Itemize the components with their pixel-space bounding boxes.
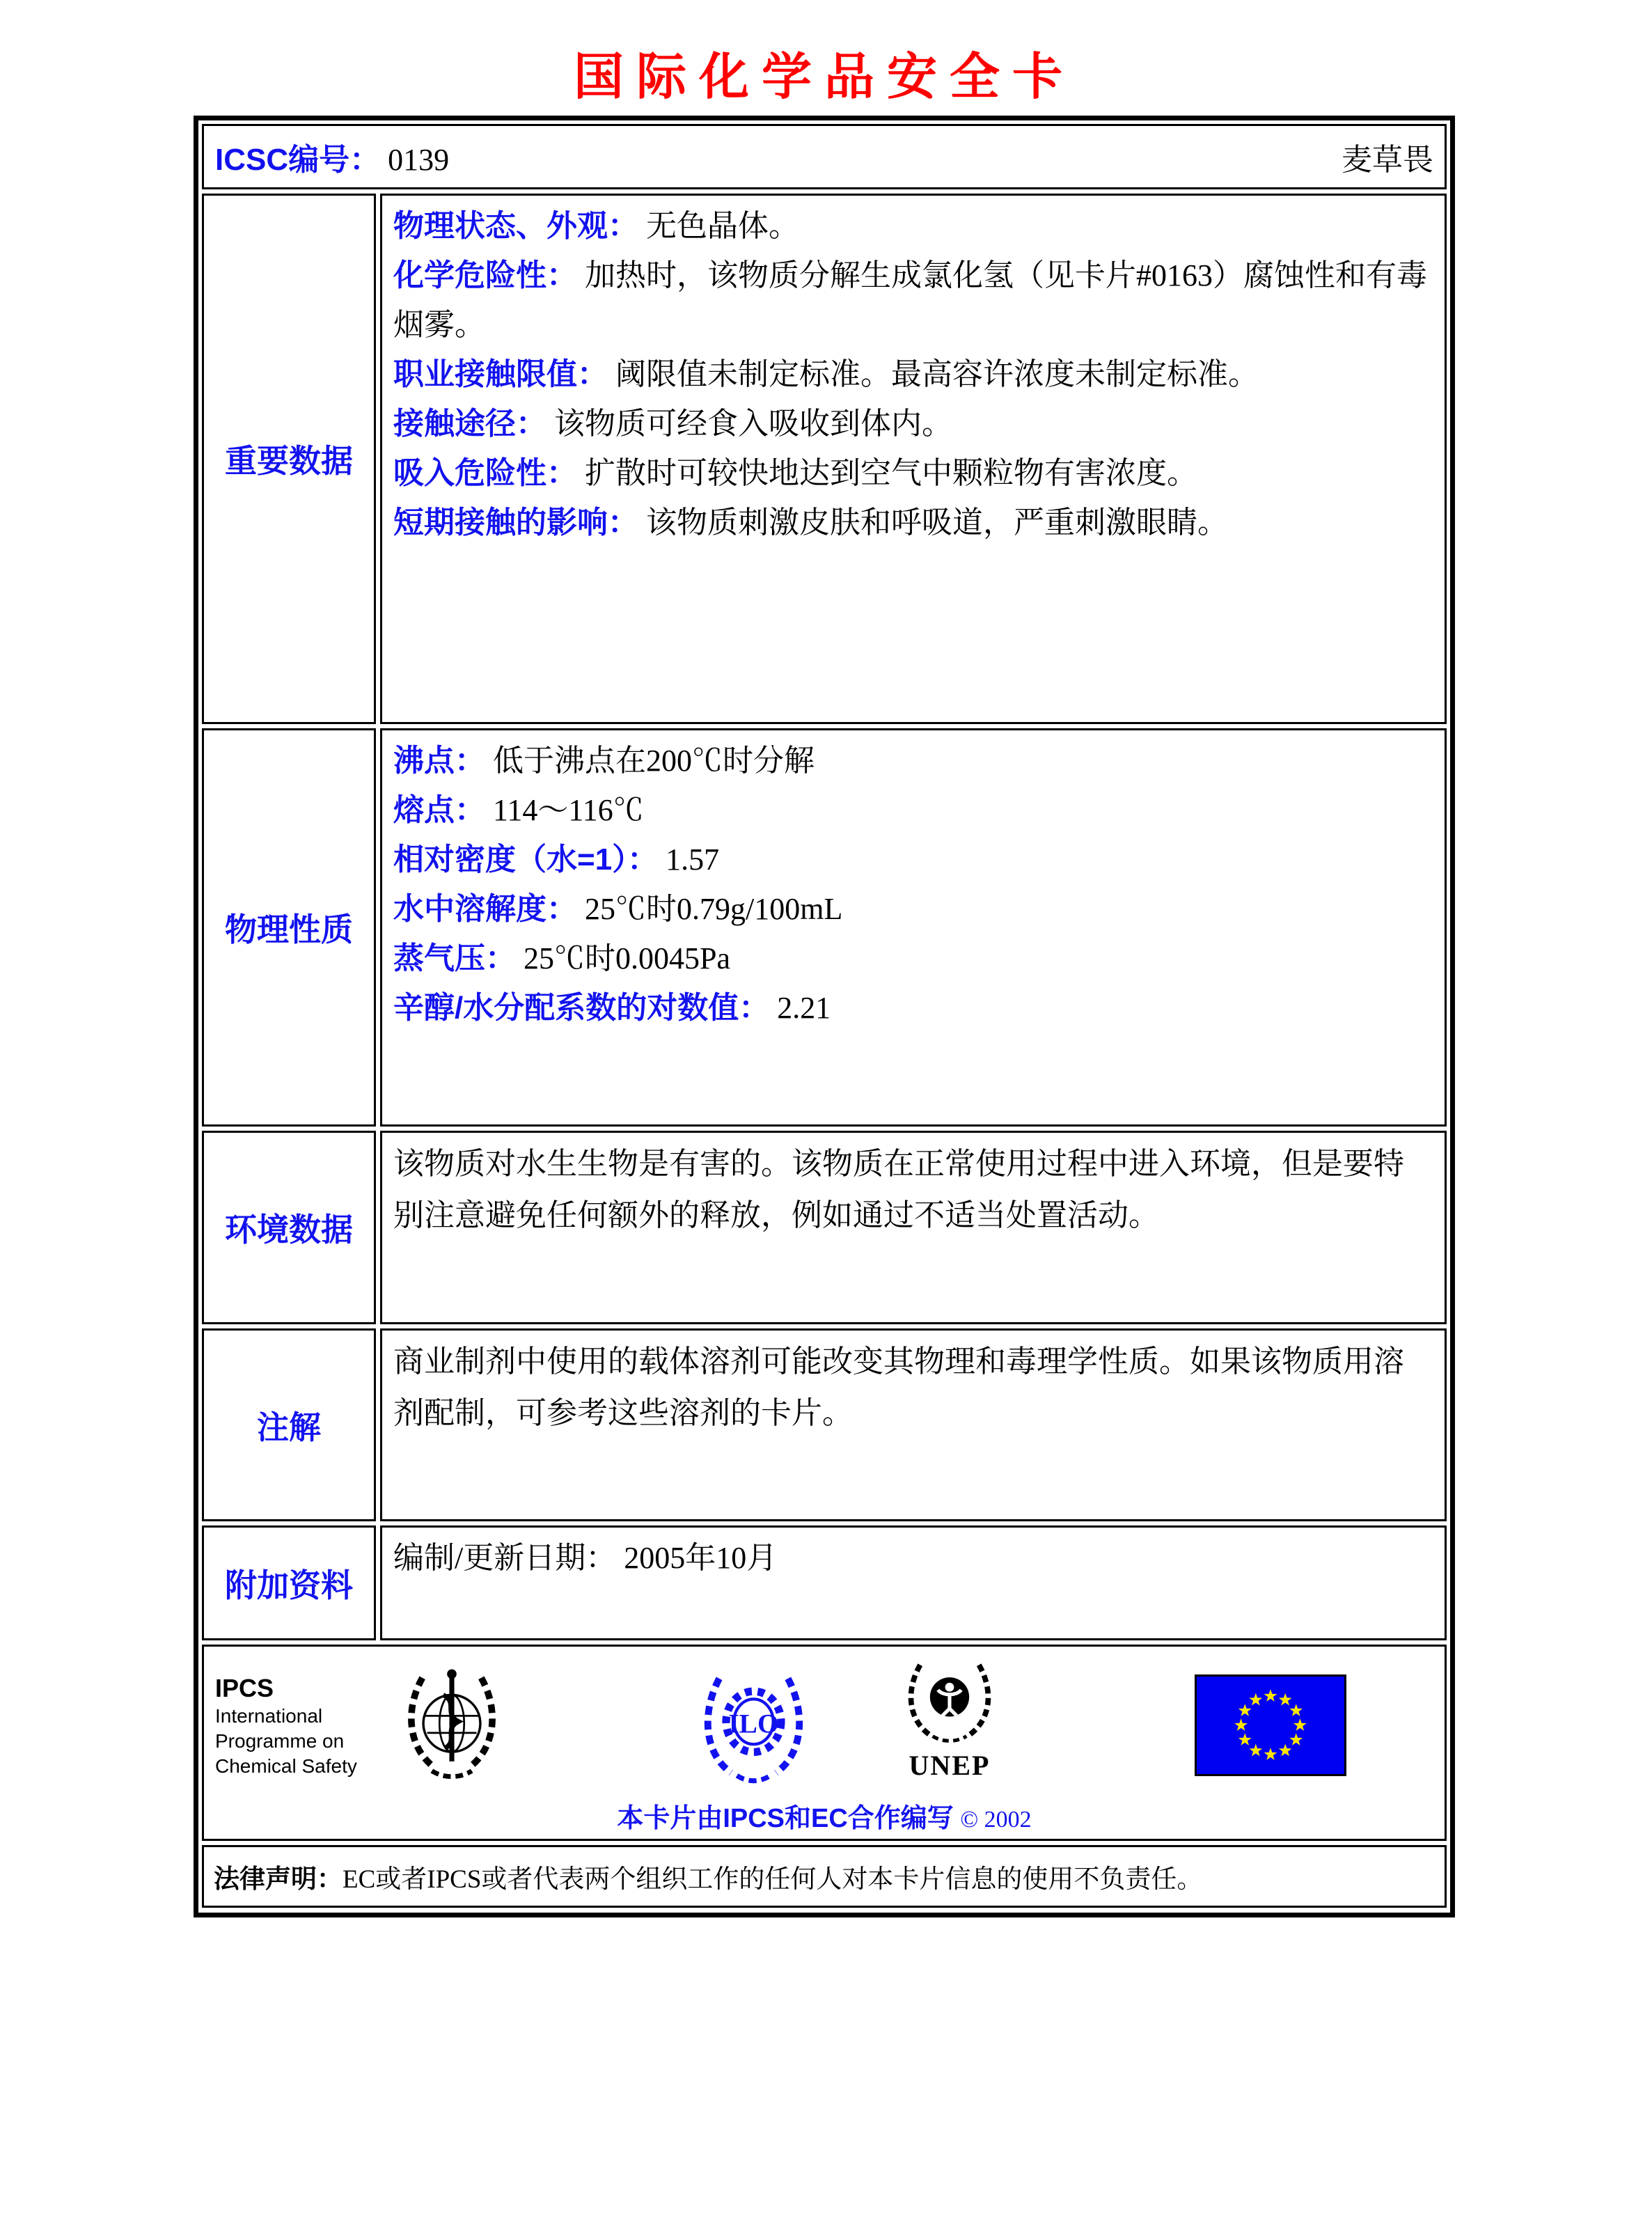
chemical-name: 麦草畏 (1342, 143, 1433, 177)
important-item (393, 399, 1433, 448)
icsc-card (194, 116, 1455, 1917)
physical-item (393, 934, 1433, 983)
icsc-number-field (215, 134, 449, 179)
legal-notice-label: 法律声明： (214, 1865, 343, 1893)
field-value: 该物质刺激皮肤和呼吸道，严重刺激眼睛。 (646, 505, 1228, 540)
field-label: 熔点： (393, 793, 485, 827)
update-date-field (393, 1533, 1433, 1583)
credit-year: © 2002 (960, 1807, 1032, 1833)
field-label: 沸点： (393, 744, 485, 778)
field-value: 1.57 (666, 842, 720, 877)
section-content-important-data (380, 194, 1447, 724)
section-content-additional-information (380, 1525, 1447, 1640)
notes-text: 商业制剂中使用的载体溶剂可能改变其物理和毒理学性质。如果该物质用溶剂配制，可参考这些溶剂的卡片。 (393, 1344, 1404, 1430)
section-label-notes: 注解 (202, 1328, 376, 1521)
field-value: 2.21 (777, 991, 831, 1025)
field-label: 化学危险性： (393, 258, 577, 292)
field-label: 蒸气压： (393, 941, 516, 975)
legal-notice-text: EC或者IPCS或者代表两个组织工作的任何人对本卡片信息的使用不负责任。 (343, 1865, 1203, 1894)
field-value: 无色晶体。 (646, 209, 799, 243)
field-value: 阈限值未制定标准。最高容许浓度未制定标准。 (615, 357, 1259, 391)
field-label: 吸入危险性： (393, 456, 577, 490)
important-item (393, 201, 1433, 251)
ipcs-line: Programme on (215, 1730, 345, 1752)
environment-text: 该物质对水生生物是有害的。该物质在正常使用过程中进入环境，但是要特别注意避免任何额外的释放，例如通过不适当处置活动。 (393, 1147, 1404, 1232)
physical-item (393, 835, 1433, 884)
unep-logo-icon (900, 1658, 999, 1747)
field-label: 辛醇/水分配系数的对数值： (393, 991, 770, 1025)
field-value: 加热时，该物质分解生成氯化氢（见卡片#0163）腐蚀性和有毒烟雾。 (393, 258, 1427, 342)
field-label: 相对密度（水=1）： (393, 842, 659, 877)
physical-item (393, 785, 1433, 835)
ipcs-text-block (215, 1673, 357, 1779)
section-label-important-data: 重要数据 (202, 194, 376, 724)
physical-item (393, 983, 1433, 1033)
section-label-environmental-data: 环境数据 (202, 1131, 376, 1324)
field-value: 114～116℃ (493, 793, 644, 827)
important-item (393, 251, 1433, 350)
field-value: 25℃时0.0045Pa (524, 941, 730, 975)
icsc-number-label: ICSC编号： (215, 143, 381, 177)
unep-logo-block (900, 1658, 999, 1781)
field-label: 接触途径： (393, 407, 546, 441)
physical-item (393, 736, 1433, 785)
organisations-row (202, 1645, 1447, 1841)
section-content-notes (380, 1328, 1447, 1521)
important-item (393, 448, 1433, 498)
field-label: 水中溶解度： (393, 892, 577, 926)
field-label: 职业接触限值： (393, 357, 608, 391)
credit-text: 本卡片由IPCS和EC合作编写 (617, 1804, 954, 1833)
field-value: 扩散时可较快地达到空气中颗粒物有害浓度。 (585, 456, 1197, 490)
physical-item (393, 884, 1433, 934)
important-item (393, 350, 1433, 399)
field-label: 短期接触的影响： (393, 505, 638, 540)
eu-flag-icon (1195, 1674, 1346, 1776)
important-item (393, 498, 1433, 547)
section-content-physical-properties (380, 728, 1447, 1127)
update-date-value: 2005年10月 (624, 1541, 778, 1575)
legal-notice-row (202, 1845, 1447, 1908)
ilo-letters: ILO (728, 1708, 779, 1739)
ipcs-acronym: IPCS (215, 1674, 274, 1702)
ipcs-line: International (215, 1705, 323, 1727)
section-content-environmental-data (380, 1131, 1447, 1324)
field-value: 25℃时0.79g/100mL (585, 892, 843, 926)
field-value: 低于沸点在200℃时分解 (493, 744, 815, 778)
ilo-logo-icon (700, 1658, 808, 1791)
unep-wordmark: UNEP (908, 1750, 991, 1781)
credit-line (204, 1796, 1445, 1835)
section-label-physical-properties: 物理性质 (202, 728, 376, 1127)
section-label-additional-information: 附加资料 (202, 1525, 376, 1640)
field-label: 物理状态、外观： (393, 209, 638, 243)
update-date-label: 编制/更新日期： (393, 1541, 617, 1575)
page-title: 国际化学品安全卡 (573, 49, 1075, 105)
card-header-row (202, 124, 1447, 189)
field-value: 该物质可经食入吸收到体内。 (554, 407, 952, 441)
icsc-number-value: 0139 (388, 143, 450, 177)
ipcs-line: Chemical Safety (215, 1755, 357, 1777)
who-logo-icon (400, 1655, 504, 1796)
